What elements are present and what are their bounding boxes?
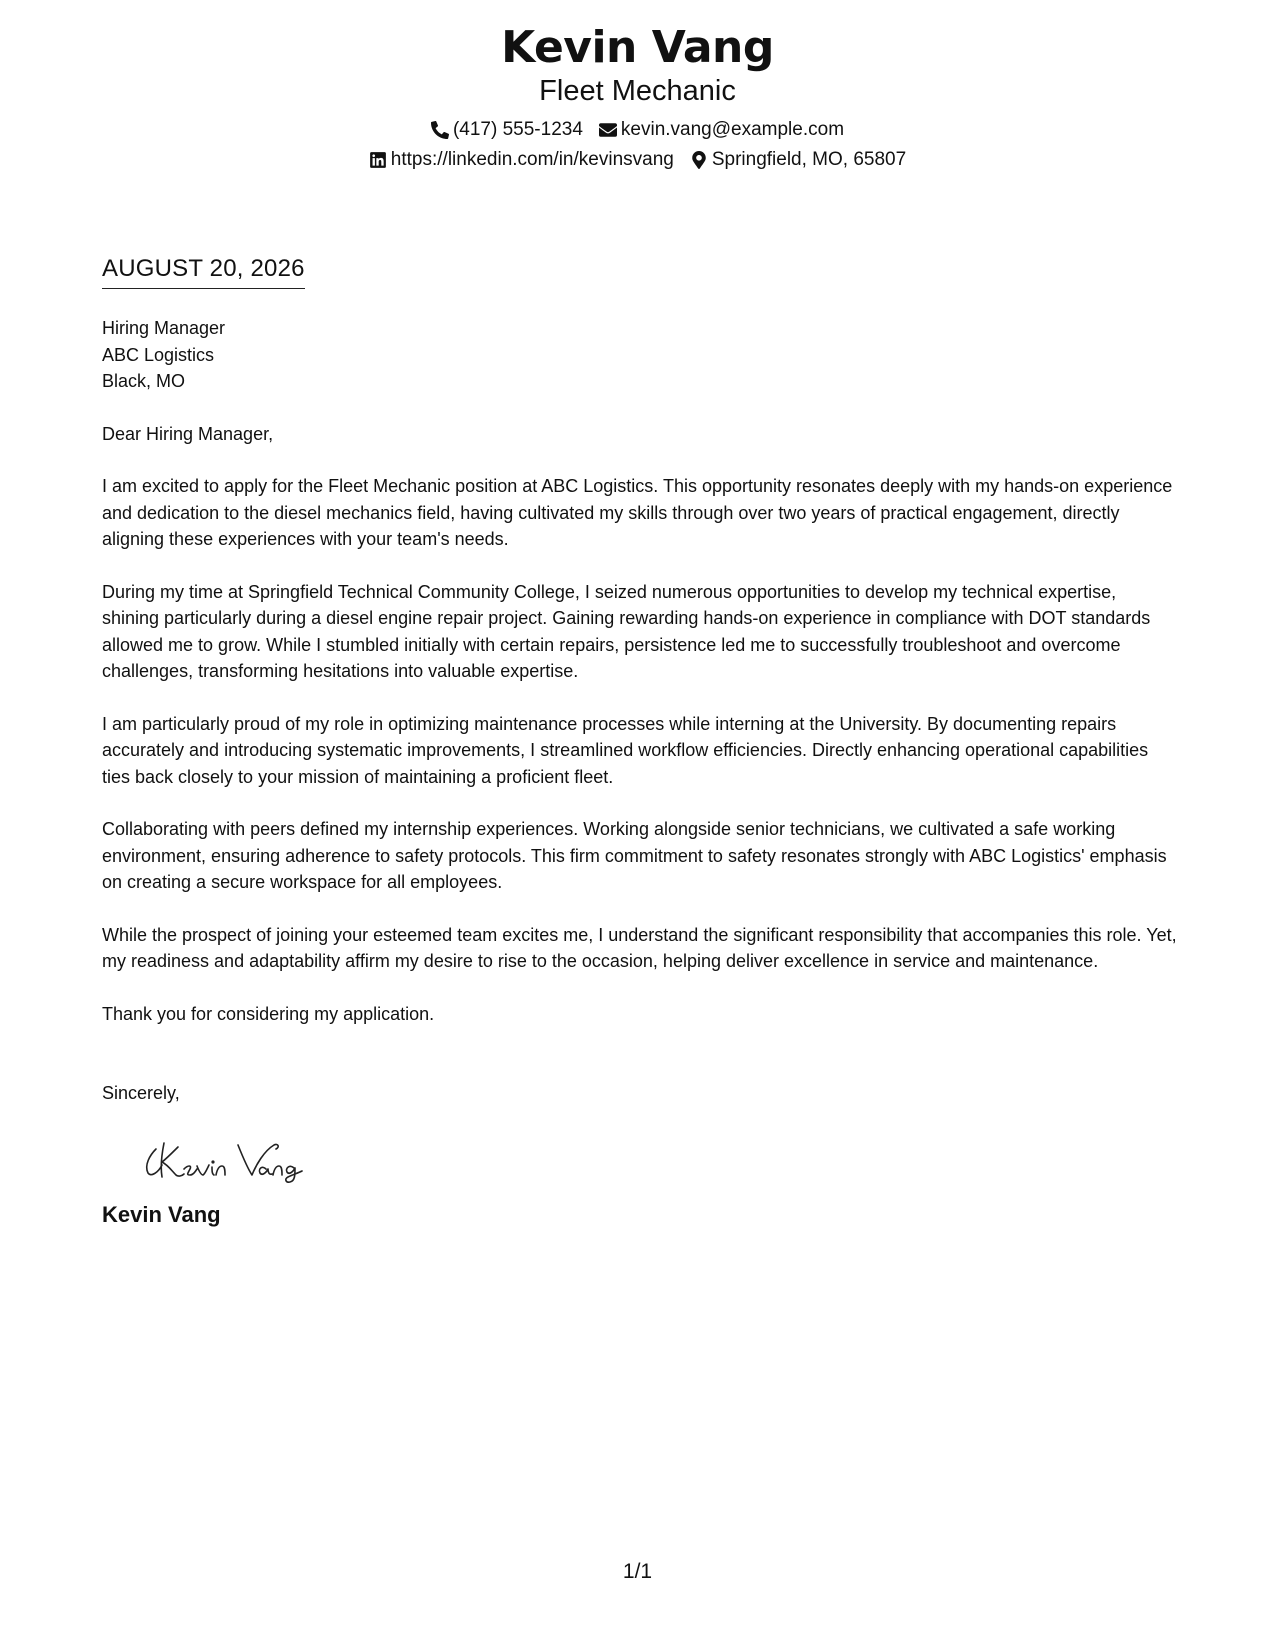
linkedin-contact xyxy=(369,145,674,175)
recipient-line: ABC Logistics xyxy=(102,344,215,365)
date-block xyxy=(102,254,305,289)
recipient-line: Black, MO xyxy=(102,371,186,391)
body-paragraph: I am particularly proud of my role in optimizing maintenance processes while interning at the University. By documenting repairs accurately and introducing systematic improvements, I streamlined workflow efficiencies. Directly enhancing operational capabilities ties back closely to your mission of maintaining a proficient fleet. xyxy=(102,713,1149,787)
phone-contact xyxy=(431,115,583,145)
letter-body xyxy=(102,315,1177,1229)
envelope-icon xyxy=(599,121,617,139)
contact-row-2 xyxy=(0,145,1275,175)
closing: Sincerely, xyxy=(102,1083,180,1103)
job-title: Fleet Mechanic xyxy=(539,75,736,107)
recipient-line: Hiring Manager xyxy=(102,318,226,338)
thank-you-paragraph: Thank you for considering my application. xyxy=(102,1003,435,1024)
location-contact xyxy=(690,145,906,175)
page-number: 1/1 xyxy=(622,1560,653,1583)
email-address[interactable]: kevin.vang@example.com xyxy=(620,119,845,140)
letter-header xyxy=(0,22,1275,175)
phone-number: (417) 555-1234 xyxy=(452,119,583,140)
applicant-name: Kevin Vang xyxy=(501,22,774,73)
body-paragraph: I am excited to apply for the Fleet Mechanic position at ABC Logistics. This opportunity resonates deeply with my hands-on experience and dedication to the diesel mechanics field, having cultivated my skills through over two years of practical engagement, directly aligning these experiences with your team's needs. xyxy=(102,476,1173,549)
salutation: Dear Hiring Manager, xyxy=(102,423,274,444)
email-contact xyxy=(599,115,844,145)
phone-icon xyxy=(431,121,449,139)
contact-row-1 xyxy=(0,115,1275,145)
linkedin-icon xyxy=(369,151,387,169)
location-text: Springfield, MO, 65807 xyxy=(711,149,907,170)
letter-date: AUGUST 20, 2026 xyxy=(102,254,305,289)
body-paragraph: While the prospect of joining your esteemed team excites me, I understand the significant responsibility that accompanies this role. Yet, my readiness and adaptability affirm my desire to rise to the occasion, helping deliver excellence in service and maintenance. xyxy=(102,924,1177,971)
map-marker-icon xyxy=(690,151,708,169)
signature-icon xyxy=(142,1135,322,1183)
signature-image xyxy=(142,1135,322,1183)
recipient-block xyxy=(102,315,1177,395)
body-paragraph: During my time at Springfield Technical Community College, I seized numerous opportunities to develop my technical expertise, shining particularly during a diesel engine repair project. Gaining rewarding hands-on experience in compliance with DOT standards allowed me to grow. While I stumbled initially with certain repairs, persistence led me to successfully troubleshoot and overcome challenges, transforming hesitations into valuable expertise. xyxy=(102,581,1151,681)
signer-name: Kevin Vang xyxy=(102,1201,221,1227)
linkedin-url[interactable]: https://linkedin.com/in/kevinsvang xyxy=(390,149,674,170)
body-paragraph: Collaborating with peers defined my internship experiences. Working alongside senior technicians, we cultivated a safe working environment, ensuring adherence to safety protocols. This firm commitment to safety resonates strongly with ABC Logistics' emphasis on creating a secure workspace for all employees. xyxy=(102,819,1167,892)
